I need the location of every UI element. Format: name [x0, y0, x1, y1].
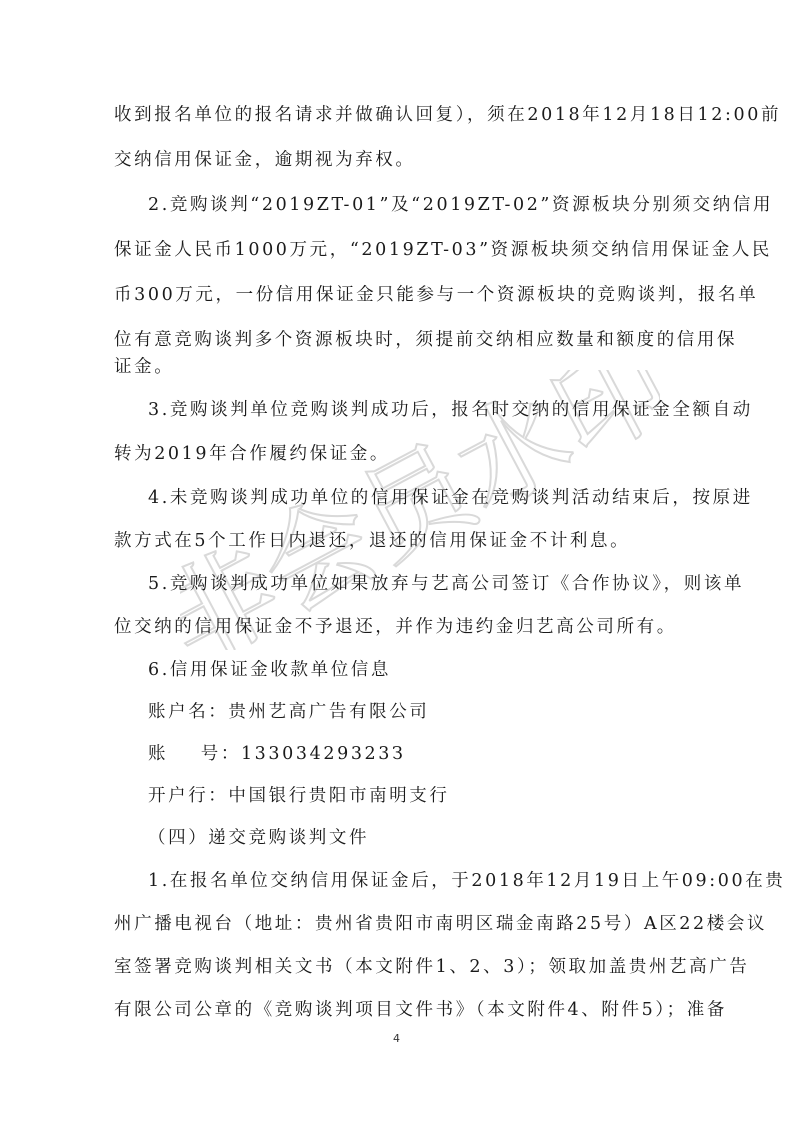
text-line-14: 6.信用保证金收款单位信息	[148, 660, 391, 680]
text-line-11: 款方式在5个工作日内退还，退还的信用保证金不计利息。	[114, 531, 631, 551]
text-line-8: 3.竞购谈判单位竞购谈判成功后，报名时交纳的信用保证金全额自动	[148, 400, 753, 420]
text-line-13: 位交纳的信用保证金不予退还，并作为违约金归艺高公司所有。	[114, 617, 677, 637]
text-line-7: 证金。	[114, 357, 175, 377]
text-line-2: 交纳信用保证金，逾期视为弃权。	[114, 150, 416, 170]
text-line-1: 收到报名单位的报名请求并做确认回复），须在2018年12月18日12:00前	[114, 105, 782, 125]
section-heading: （四）递交竞购谈判文件	[148, 828, 370, 848]
account-name-line: 账户名：贵州艺高广告有限公司	[148, 702, 430, 722]
text-line-3: 2.竞购谈判“2019ZT-01”及“2019ZT-02”资源板块分别须交纳信用	[148, 195, 774, 215]
text-line-20: 州广播电视台（地址：贵州省贵阳市南明区瑞金南路25号）A区22楼会议	[114, 914, 768, 934]
text-line-19: 1.在报名单位交纳信用保证金后，于2018年12月19日上午09:00在贵	[148, 871, 786, 891]
text-line-21: 室签署竞购谈判相关文书（本文附件1、2、3）；领取加盖贵州艺高广告	[114, 957, 750, 977]
text-line-9: 转为2019年合作履约保证金。	[114, 444, 391, 464]
account-number-line: 账 号：13303429323З	[148, 744, 406, 764]
text-line-6: 位有意竞购谈判多个资源板块时，须提前交纳相应数量和额度的信用保	[114, 330, 738, 350]
text-line-22: 有限公司公章的《竞购谈判项目文件书》（本文附件4、附件5）；准备	[114, 1000, 727, 1020]
text-line-12: 5.竞购谈判成功单位如果放弃与艺高公司签订《合作协议》，则该单	[148, 574, 745, 594]
text-line-4: 保证金人民币1000万元，“2019ZT-03”资源板块须交纳信用保证金人民	[114, 240, 773, 260]
watermark-text: 非会员水印	[180, 370, 660, 650]
bank-line: 开户行：中国银行贵阳市南明支行	[148, 786, 450, 806]
text-line-5: 币300万元，一份信用保证金只能参与一个资源板块的竞购谈判，报名单	[114, 285, 759, 305]
page-number: 4	[393, 1032, 400, 1045]
text-line-10: 4.未竞购谈判成功单位的信用保证金在竞购谈判活动结束后，按原进	[148, 488, 753, 508]
